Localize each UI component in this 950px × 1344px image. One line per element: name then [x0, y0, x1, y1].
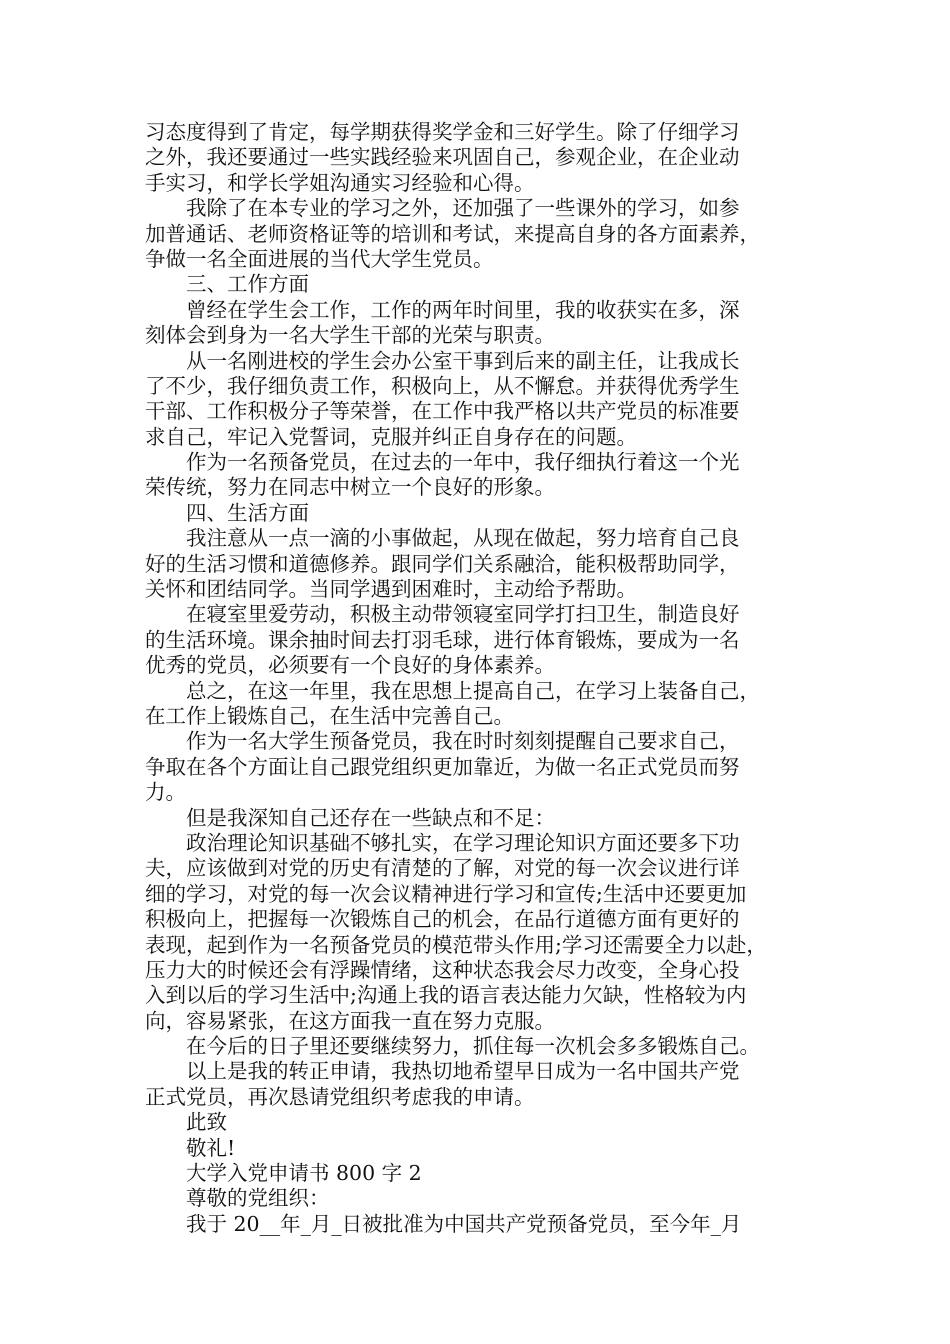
text-line: 细的学习，对党的每一次会议精神进行学习和宣传;生活中还要更加 [145, 881, 747, 906]
text-line: 求自己，牢记入党誓词，克服并纠正自身存在的问题。 [145, 424, 637, 449]
text-line: 压力大的时候还会有浮躁情绪，这种状态我会尽力改变，全身心投 [145, 957, 740, 982]
text-line: 了不少，我仔细负责工作，积极向上，从不懈怠。并获得优秀学生 [145, 373, 740, 398]
text-line: 干部、工作积极分子等荣誉，在工作中我严格以共产党员的标准要 [145, 399, 740, 424]
text-line: 荣传统，努力在同志中树立一个良好的形象。 [145, 475, 555, 500]
section-heading: 四、生活方面 [145, 500, 309, 525]
text-line: 入到以后的学习生活中;沟通上我的语言表达能力欠缺，性格较为内 [145, 983, 747, 1008]
text-line: 之外，我还要通过一些实践经验来巩固自己，参观企业，在企业动 [145, 145, 740, 170]
text-line: 总之，在这一年里，我在思想上提高自己，在学习上装备自己， [145, 678, 760, 703]
text-line: 在今后的日子里还要继续努力，抓住每一次机会多多锻炼自己。 [145, 1034, 760, 1059]
text-line: 作为一名大学生预备党员，我在时时刻刻提醒自己要求自己， [145, 729, 740, 754]
text-line: 争取在各个方面让自己跟党组织更加靠近，为做一名正式党员而努 [145, 754, 740, 779]
text-line: 从一名刚进校的学生会办公室干事到后来的副主任，让我成长 [145, 348, 740, 373]
section-heading: 三、工作方面 [145, 272, 309, 297]
text-line: 关怀和团结同学。当同学遇到困难时，主动给予帮助。 [145, 577, 637, 602]
second-letter-title: 大学入党申请书 800 字 2 [145, 1161, 422, 1186]
text-line: 政治理论知识基础不够扎实，在学习理论知识方面还要多下功 [145, 830, 740, 855]
text-line: 曾经在学生会工作，工作的两年时间里，我的收获实在多，深 [145, 297, 740, 322]
salutation: 尊敬的党组织： [145, 1186, 330, 1211]
text-line: 我于 20__年_月_日被批准为中国共产党预备党员，至今年_月 [145, 1211, 742, 1236]
text-line: 积极向上，把握每一次锻炼自己的机会，在品行道德方面有更好的 [145, 907, 740, 932]
text-line: 夫，应该做到对党的历史有清楚的了解，对党的每一次会议进行详 [145, 856, 740, 881]
closing-line: 敬礼! [145, 1135, 236, 1160]
text-line: 作为一名预备党员，在过去的一年中，我仔细执行着这一个光 [145, 450, 740, 475]
text-line: 向，容易紧张，在这方面我一直在努力克服。 [145, 1008, 555, 1033]
text-line: 刻体会到身为一名大学生干部的光荣与职责。 [145, 323, 555, 348]
text-line: 我除了在本专业的学习之外，还加强了一些课外的学习，如参 [145, 196, 740, 221]
text-line: 表现，起到作为一名预备党员的模范带头作用;学习还需要全力以赴， [145, 932, 767, 957]
text-line: 习态度得到了肯定，每学期获得奖学金和三好学生。除了仔细学习 [145, 120, 740, 144]
document-body [145, 120, 815, 1237]
text-line: 优秀的党员，必须要有一个良好的身体素养。 [145, 653, 555, 678]
text-line: 在寝室里爱劳动，积极主动带领寝室同学打扫卫生，制造良好 [145, 602, 740, 627]
text-line: 手实习，和学长学姐沟通实习经验和心得。 [145, 170, 535, 195]
text-line: 但是我深知自己还存在一些缺点和不足： [145, 805, 555, 830]
text-line: 争做一名全面进展的当代大学生党员。 [145, 246, 494, 271]
text-line: 力。 [145, 780, 186, 805]
text-line: 我注意从一点一滴的小事做起，从现在做起，努力培育自己良 [145, 526, 740, 551]
text-line: 加普通话、老师资格证等的培训和考试，来提高自身的各方面素养， [145, 221, 760, 246]
text-line: 好的生活习惯和道德修养。跟同学们关系融洽，能积极帮助同学， [145, 551, 740, 576]
text-line: 正式党员，再次恳请党组织考虑我的申请。 [145, 1084, 535, 1109]
text-line: 的生活环境。课余抽时间去打羽毛球，进行体育锻炼，要成为一名 [145, 627, 740, 652]
text-line: 在工作上锻炼自己，在生活中完善自己。 [145, 703, 514, 728]
closing-line: 此致 [145, 1110, 227, 1135]
text-line: 以上是我的转正申请，我热切地希望早日成为一名中国共产党 [145, 1059, 740, 1084]
